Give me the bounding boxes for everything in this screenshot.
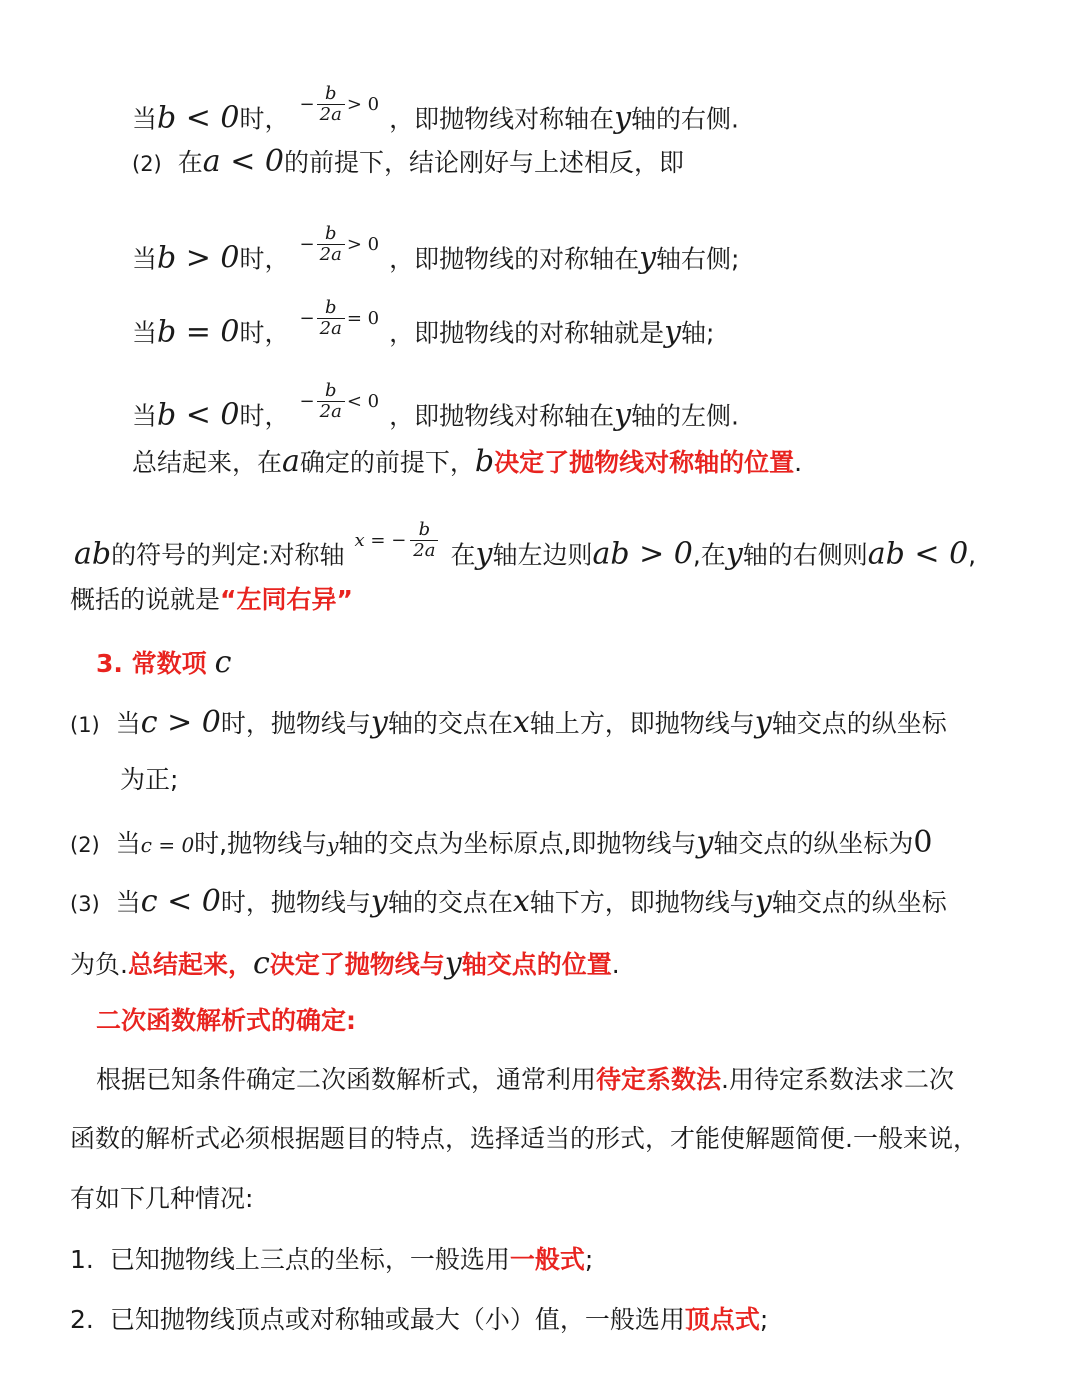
denominator: 2a bbox=[317, 401, 345, 422]
text: 轴交点的纵坐标为 bbox=[713, 829, 914, 858]
math-var-x: x bbox=[512, 884, 530, 919]
math-condition: c > 0 bbox=[140, 705, 221, 740]
text: 轴的交点为坐标原点,即抛物线与 bbox=[338, 829, 697, 858]
numerator: b bbox=[324, 380, 337, 401]
text: 的前提下，结论刚好与上述相反，即 bbox=[283, 148, 684, 177]
text: 函数的解析式必须根据题目的特点，选择适当的形式，才能使解题简便.一般来说， bbox=[70, 1124, 978, 1153]
denominator: 2a bbox=[317, 318, 345, 339]
text: 在 bbox=[177, 148, 203, 177]
text: ，即抛物线的对称轴就是 bbox=[389, 318, 665, 348]
highlight-text: 决定了抛物线与 bbox=[269, 950, 445, 979]
text: 时，抛物线与 bbox=[220, 709, 371, 738]
numerator: b bbox=[324, 223, 337, 244]
highlight-text: 决定了抛物线对称轴的位置 bbox=[494, 448, 795, 477]
math-var-b: b bbox=[474, 444, 495, 479]
line-ab-sign-rule bbox=[74, 520, 976, 574]
text: ; bbox=[584, 1245, 594, 1274]
list-item-vertex-form bbox=[70, 1302, 768, 1338]
minus-sign: − bbox=[299, 233, 315, 255]
relation: > 0 bbox=[346, 93, 380, 115]
text: , bbox=[968, 540, 977, 570]
list-item-general-form bbox=[70, 1242, 593, 1278]
paragraph-line-3 bbox=[70, 1181, 253, 1217]
text: 轴交点的纵坐标 bbox=[771, 709, 947, 738]
math-condition: ab > 0 bbox=[592, 536, 693, 572]
math-condition: a < 0 bbox=[202, 144, 284, 179]
axis-formula bbox=[355, 520, 441, 561]
text: 时， bbox=[239, 318, 290, 348]
text: 轴; bbox=[681, 318, 715, 348]
text: 为负. bbox=[70, 950, 128, 979]
text: 为正; bbox=[120, 765, 179, 794]
line-case-b-positive bbox=[132, 224, 739, 278]
math-var-y: y bbox=[696, 825, 714, 860]
section-heading-determination bbox=[96, 1003, 356, 1039]
text: 轴右侧; bbox=[656, 244, 740, 274]
highlight-text: 轴交点的位置 bbox=[461, 950, 612, 979]
denominator: 2a bbox=[410, 540, 438, 561]
math-condition: ab < 0 bbox=[867, 536, 969, 572]
line-item-3-c-negative bbox=[70, 884, 947, 922]
math-var-y: y bbox=[614, 397, 632, 433]
text: 当 bbox=[132, 244, 158, 274]
paragraph-line-2 bbox=[70, 1121, 978, 1157]
text: 的符号的判定:对称轴 bbox=[111, 540, 345, 570]
text: 轴左边则 bbox=[492, 540, 593, 570]
math-condition: c < 0 bbox=[140, 884, 221, 919]
math-var-a: a bbox=[282, 444, 300, 479]
math-condition: b = 0 bbox=[157, 314, 240, 350]
denominator: 2a bbox=[317, 104, 345, 125]
text: ; bbox=[759, 1305, 769, 1334]
math-zero: 0 bbox=[913, 825, 933, 860]
section-heading: 二次函数解析式的确定: bbox=[96, 1006, 356, 1035]
math-var-y: y bbox=[639, 240, 657, 276]
text: 时， bbox=[239, 401, 290, 431]
text: ，即抛物线对称轴在 bbox=[389, 401, 615, 431]
text: 总结起来，在 bbox=[132, 448, 283, 477]
math-var-y: y bbox=[444, 946, 462, 981]
math-var-y: y bbox=[725, 536, 743, 572]
text: ,在 bbox=[692, 540, 726, 570]
highlight-text: 总结起来， bbox=[127, 950, 253, 979]
text: 当 bbox=[115, 709, 141, 738]
math-condition: b < 0 bbox=[157, 397, 240, 433]
item-number: (1) bbox=[70, 713, 100, 737]
text: 轴上方，即抛物线与 bbox=[529, 709, 755, 738]
item-number: (2) bbox=[132, 152, 162, 176]
math-var-y: y bbox=[754, 884, 772, 919]
formula-prefix: x = − bbox=[354, 529, 407, 551]
math-var-y: y bbox=[664, 314, 682, 350]
text: 轴的交点在 bbox=[387, 888, 513, 917]
text: ，即抛物线的对称轴在 bbox=[389, 244, 640, 274]
line-summary-c-intercept bbox=[70, 946, 620, 983]
math-var-c: c bbox=[214, 645, 232, 680]
text: 时，抛物线与 bbox=[220, 888, 371, 917]
section-heading: 3. 常数项 bbox=[96, 649, 207, 678]
fraction-expression bbox=[300, 298, 380, 339]
relation: < 0 bbox=[346, 390, 380, 412]
math-condition: c = 0 bbox=[140, 833, 195, 857]
minus-sign: − bbox=[299, 307, 315, 329]
text: 当 bbox=[115, 829, 141, 858]
highlight-text: 待定系数法 bbox=[596, 1065, 722, 1094]
text: 轴的右侧则 bbox=[742, 540, 868, 570]
highlight-text: 一般式 bbox=[509, 1245, 585, 1274]
text: 轴下方，即抛物线与 bbox=[529, 888, 755, 917]
text: 当 bbox=[115, 888, 141, 917]
text: 确定的前提下， bbox=[299, 448, 475, 477]
numerator: b bbox=[324, 297, 337, 318]
text: 已知抛物线顶点或对称轴或最大（小）值，一般选用 bbox=[109, 1305, 685, 1334]
text: 时， bbox=[239, 104, 290, 134]
text: 当 bbox=[132, 401, 158, 431]
minus-sign: − bbox=[299, 390, 315, 412]
line-case-b-zero bbox=[132, 298, 714, 352]
text: .用待定系数法求二次 bbox=[721, 1065, 954, 1094]
math-var-y: y bbox=[370, 884, 388, 919]
line-item-2-a-negative bbox=[132, 144, 684, 182]
text: 根据已知条件确定二次函数解析式，通常利用 bbox=[96, 1065, 597, 1094]
numerator: b bbox=[324, 83, 337, 104]
text: 当 bbox=[132, 104, 158, 134]
text: 时， bbox=[239, 244, 290, 274]
math-var-ab: ab bbox=[74, 536, 112, 572]
fraction-expression bbox=[300, 84, 380, 125]
math-condition: b > 0 bbox=[157, 240, 240, 276]
item-number: 1. bbox=[70, 1245, 94, 1274]
line-case-b-negative-left bbox=[132, 381, 739, 435]
highlight-text: 顶点式 bbox=[684, 1305, 760, 1334]
fraction-expression bbox=[300, 224, 380, 265]
text: . bbox=[794, 448, 803, 477]
relation: = 0 bbox=[346, 307, 380, 329]
highlight-text: “左同右异” bbox=[220, 585, 353, 614]
text: 在 bbox=[450, 540, 476, 570]
text: 时,抛物线与 bbox=[194, 829, 328, 858]
paragraph-line-1 bbox=[96, 1062, 954, 1098]
text: 概括的说就是 bbox=[70, 585, 221, 614]
math-var-y: y bbox=[370, 705, 388, 740]
item-number: (3) bbox=[70, 892, 100, 916]
math-var-x: x bbox=[512, 705, 530, 740]
line-item-1-c-positive bbox=[70, 705, 947, 743]
line-mnemonic bbox=[70, 582, 353, 618]
math-var-y: y bbox=[754, 705, 772, 740]
line-item-2-c-zero bbox=[70, 825, 932, 863]
section-heading-constant-term bbox=[96, 645, 231, 682]
line-summary-b-axis bbox=[132, 444, 802, 481]
text: 轴的左侧. bbox=[631, 401, 739, 431]
line-case-b-negative-right bbox=[132, 84, 739, 138]
text: 有如下几种情况: bbox=[70, 1184, 254, 1213]
math-condition: b < 0 bbox=[157, 100, 240, 136]
item-number: 2. bbox=[70, 1305, 94, 1334]
math-var-c: c bbox=[252, 946, 270, 981]
line-item-1-continued bbox=[120, 762, 178, 798]
text: 轴的右侧. bbox=[631, 104, 739, 134]
fraction-expression bbox=[300, 381, 380, 422]
text: ，即抛物线对称轴在 bbox=[389, 104, 615, 134]
math-var-y: y bbox=[327, 833, 339, 857]
text: 轴交点的纵坐标 bbox=[771, 888, 947, 917]
item-number: (2) bbox=[70, 833, 100, 857]
relation: > 0 bbox=[346, 233, 380, 255]
text: 轴的交点在 bbox=[387, 709, 513, 738]
text: . bbox=[611, 950, 620, 979]
numerator: b bbox=[418, 519, 431, 540]
math-var-y: y bbox=[614, 100, 632, 136]
denominator: 2a bbox=[317, 244, 345, 265]
math-var-y: y bbox=[475, 536, 493, 572]
text: 已知抛物线上三点的坐标，一般选用 bbox=[109, 1245, 510, 1274]
minus-sign: − bbox=[299, 93, 315, 115]
text: 当 bbox=[132, 318, 158, 348]
